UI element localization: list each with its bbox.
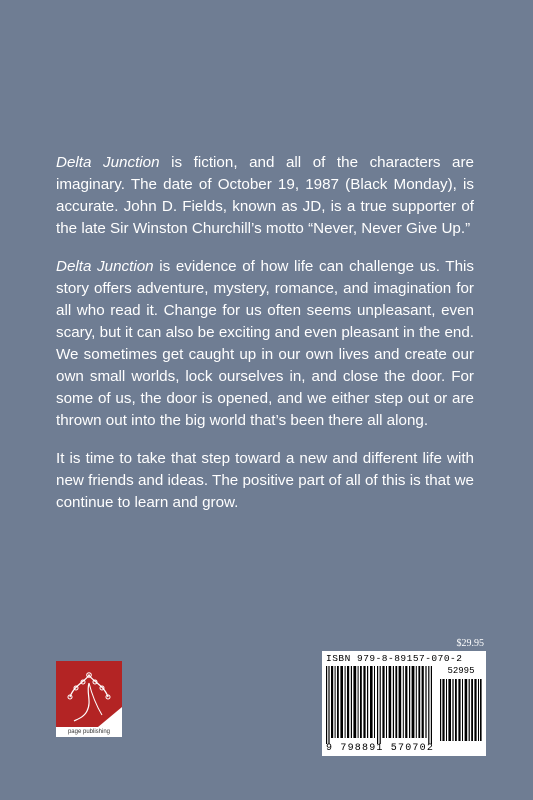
isbn-text: ISBN 979-8-89157-070-2 (326, 653, 463, 664)
barcode-digits: 9 798891 570702 (326, 743, 435, 754)
blurb-paragraph-3: It is time to take that step toward a new and different life with new friends and ideas. The positive part of all of this is that we continue to learn and grow. (56, 450, 474, 511)
barcode (322, 651, 486, 756)
back-cover-blurb (56, 152, 474, 530)
price-label: $29.95 (456, 638, 484, 649)
isbn-barcode-block (322, 638, 486, 756)
blurb-text-2: is evidence of how life can challenge us. This story offers adventure, mystery, romance, and imagination for all who read it. Change for us often seems unpleasant, even scary, but it can also be exciting and even pleasant in the end. We sometimes get caught up in our own lives and create our own small worlds, lock ourselves in, and close the door. For some of us, the door is opened, and we either step out or are thrown out into the big world that’s been there all along. (56, 258, 474, 429)
book-title: Delta Junction (56, 258, 154, 275)
price-code-bars (440, 679, 482, 741)
price-code: 52995 (447, 666, 475, 676)
publisher-name: page publishing (56, 727, 122, 737)
blurb-paragraph-1 (56, 152, 474, 240)
book-title: Delta Junction (56, 154, 160, 171)
publisher-logo (56, 661, 122, 737)
barcode-bars (326, 666, 436, 744)
blurb-paragraph-2 (56, 256, 474, 432)
publisher-logo-icon (56, 661, 122, 727)
blurb-text-1: is fiction, and all of the characters are imaginary. The date of October 19, 1987 (Black Monday), is accurate. John D. Fields, known as JD, is a true supporter of the late Sir Winston Churchill’s motto “Never, Never Give Up.” (56, 154, 474, 237)
